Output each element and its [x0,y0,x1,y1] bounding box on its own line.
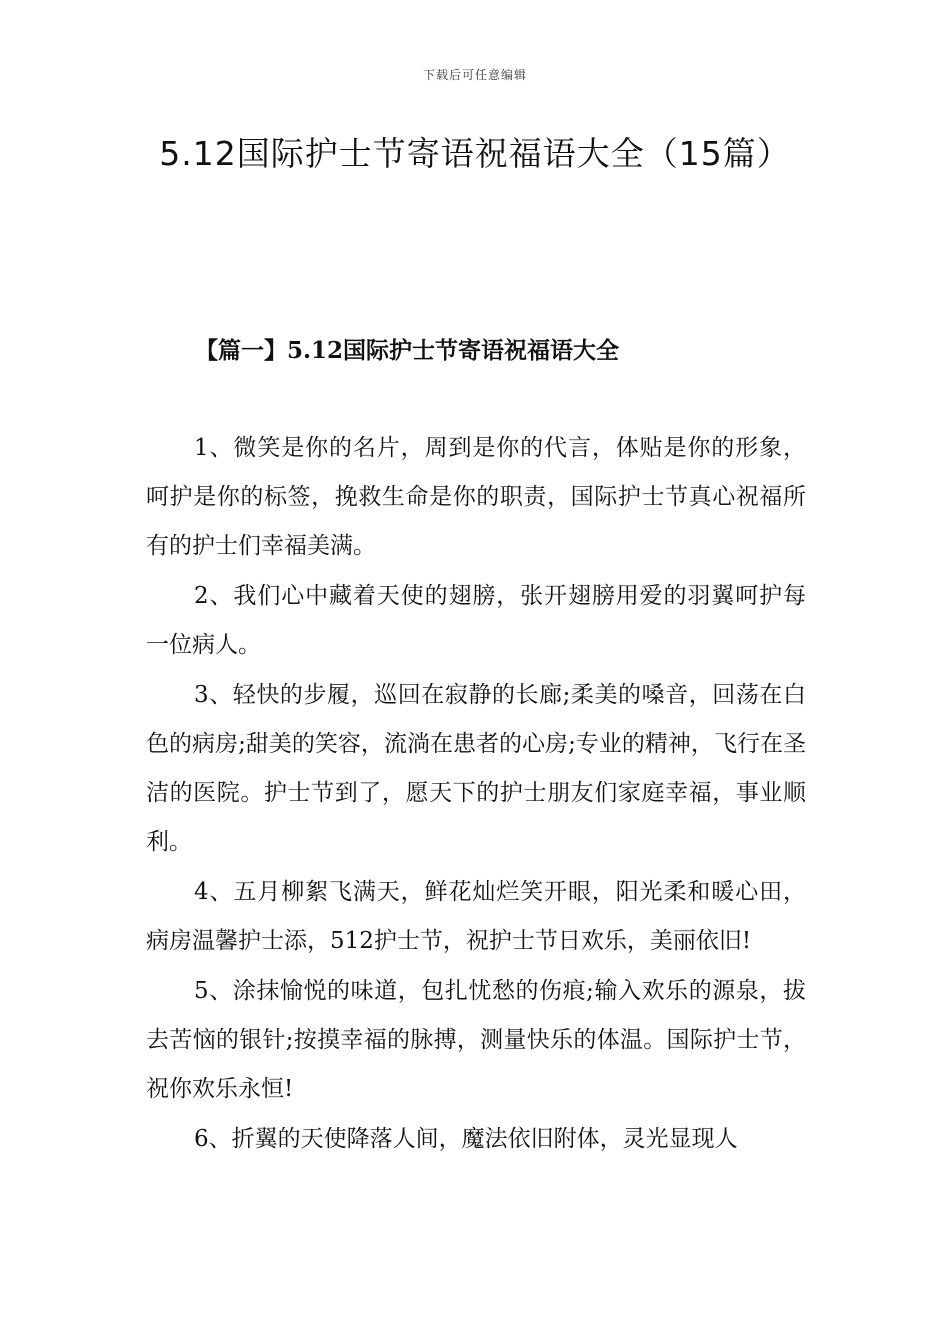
paragraph-3: 3、轻快的步履，巡回在寂静的长廊;柔美的嗓音，回荡在白色的病房;甜美的笑容，流淌在患者的心房;专业的精神，飞行在圣洁的医院。护士节到了，愿天下的护士朋友们家庭幸福，事业顺利。 [146,682,806,855]
page-title: 5.12国际护士节寄语祝福语大全（15篇） [159,134,791,173]
paragraph-6: 6、折翼的天使降落人间，魔法依旧附体，灵光显现人 [194,1126,738,1152]
paragraph-1: 1、微笑是你的名片，周到是你的代言，体贴是你的形象，呵护是你的标签，挽救生命是你的职责，国际护士节真心祝福所有的护士们幸福美满。 [146,435,806,559]
paragraph-4: 4、五月柳絮飞满天，鲜花灿烂笑开眼，阳光柔和暖心田，病房温馨护士添，512护士节，祝护士节日欢乐，美丽依旧! [146,879,806,954]
paragraph-2: 2、我们心中藏着天使的翅膀，张开翅膀用爱的羽翼呵护每一位病人。 [146,583,806,658]
section-heading: 【篇一】5.12国际护士节寄语祝福语大全 [195,337,620,364]
document-body [146,424,806,1165]
paragraph-5: 5、涂抹愉悦的味道，包扎忧愁的伤痕;输入欢乐的源泉，拔去苦恼的银针;按摸幸福的脉搏，测量快乐的体温。国际护士节，祝你欢乐永恒! [146,978,806,1102]
header-note: 下载后可任意编辑 [422,68,527,82]
